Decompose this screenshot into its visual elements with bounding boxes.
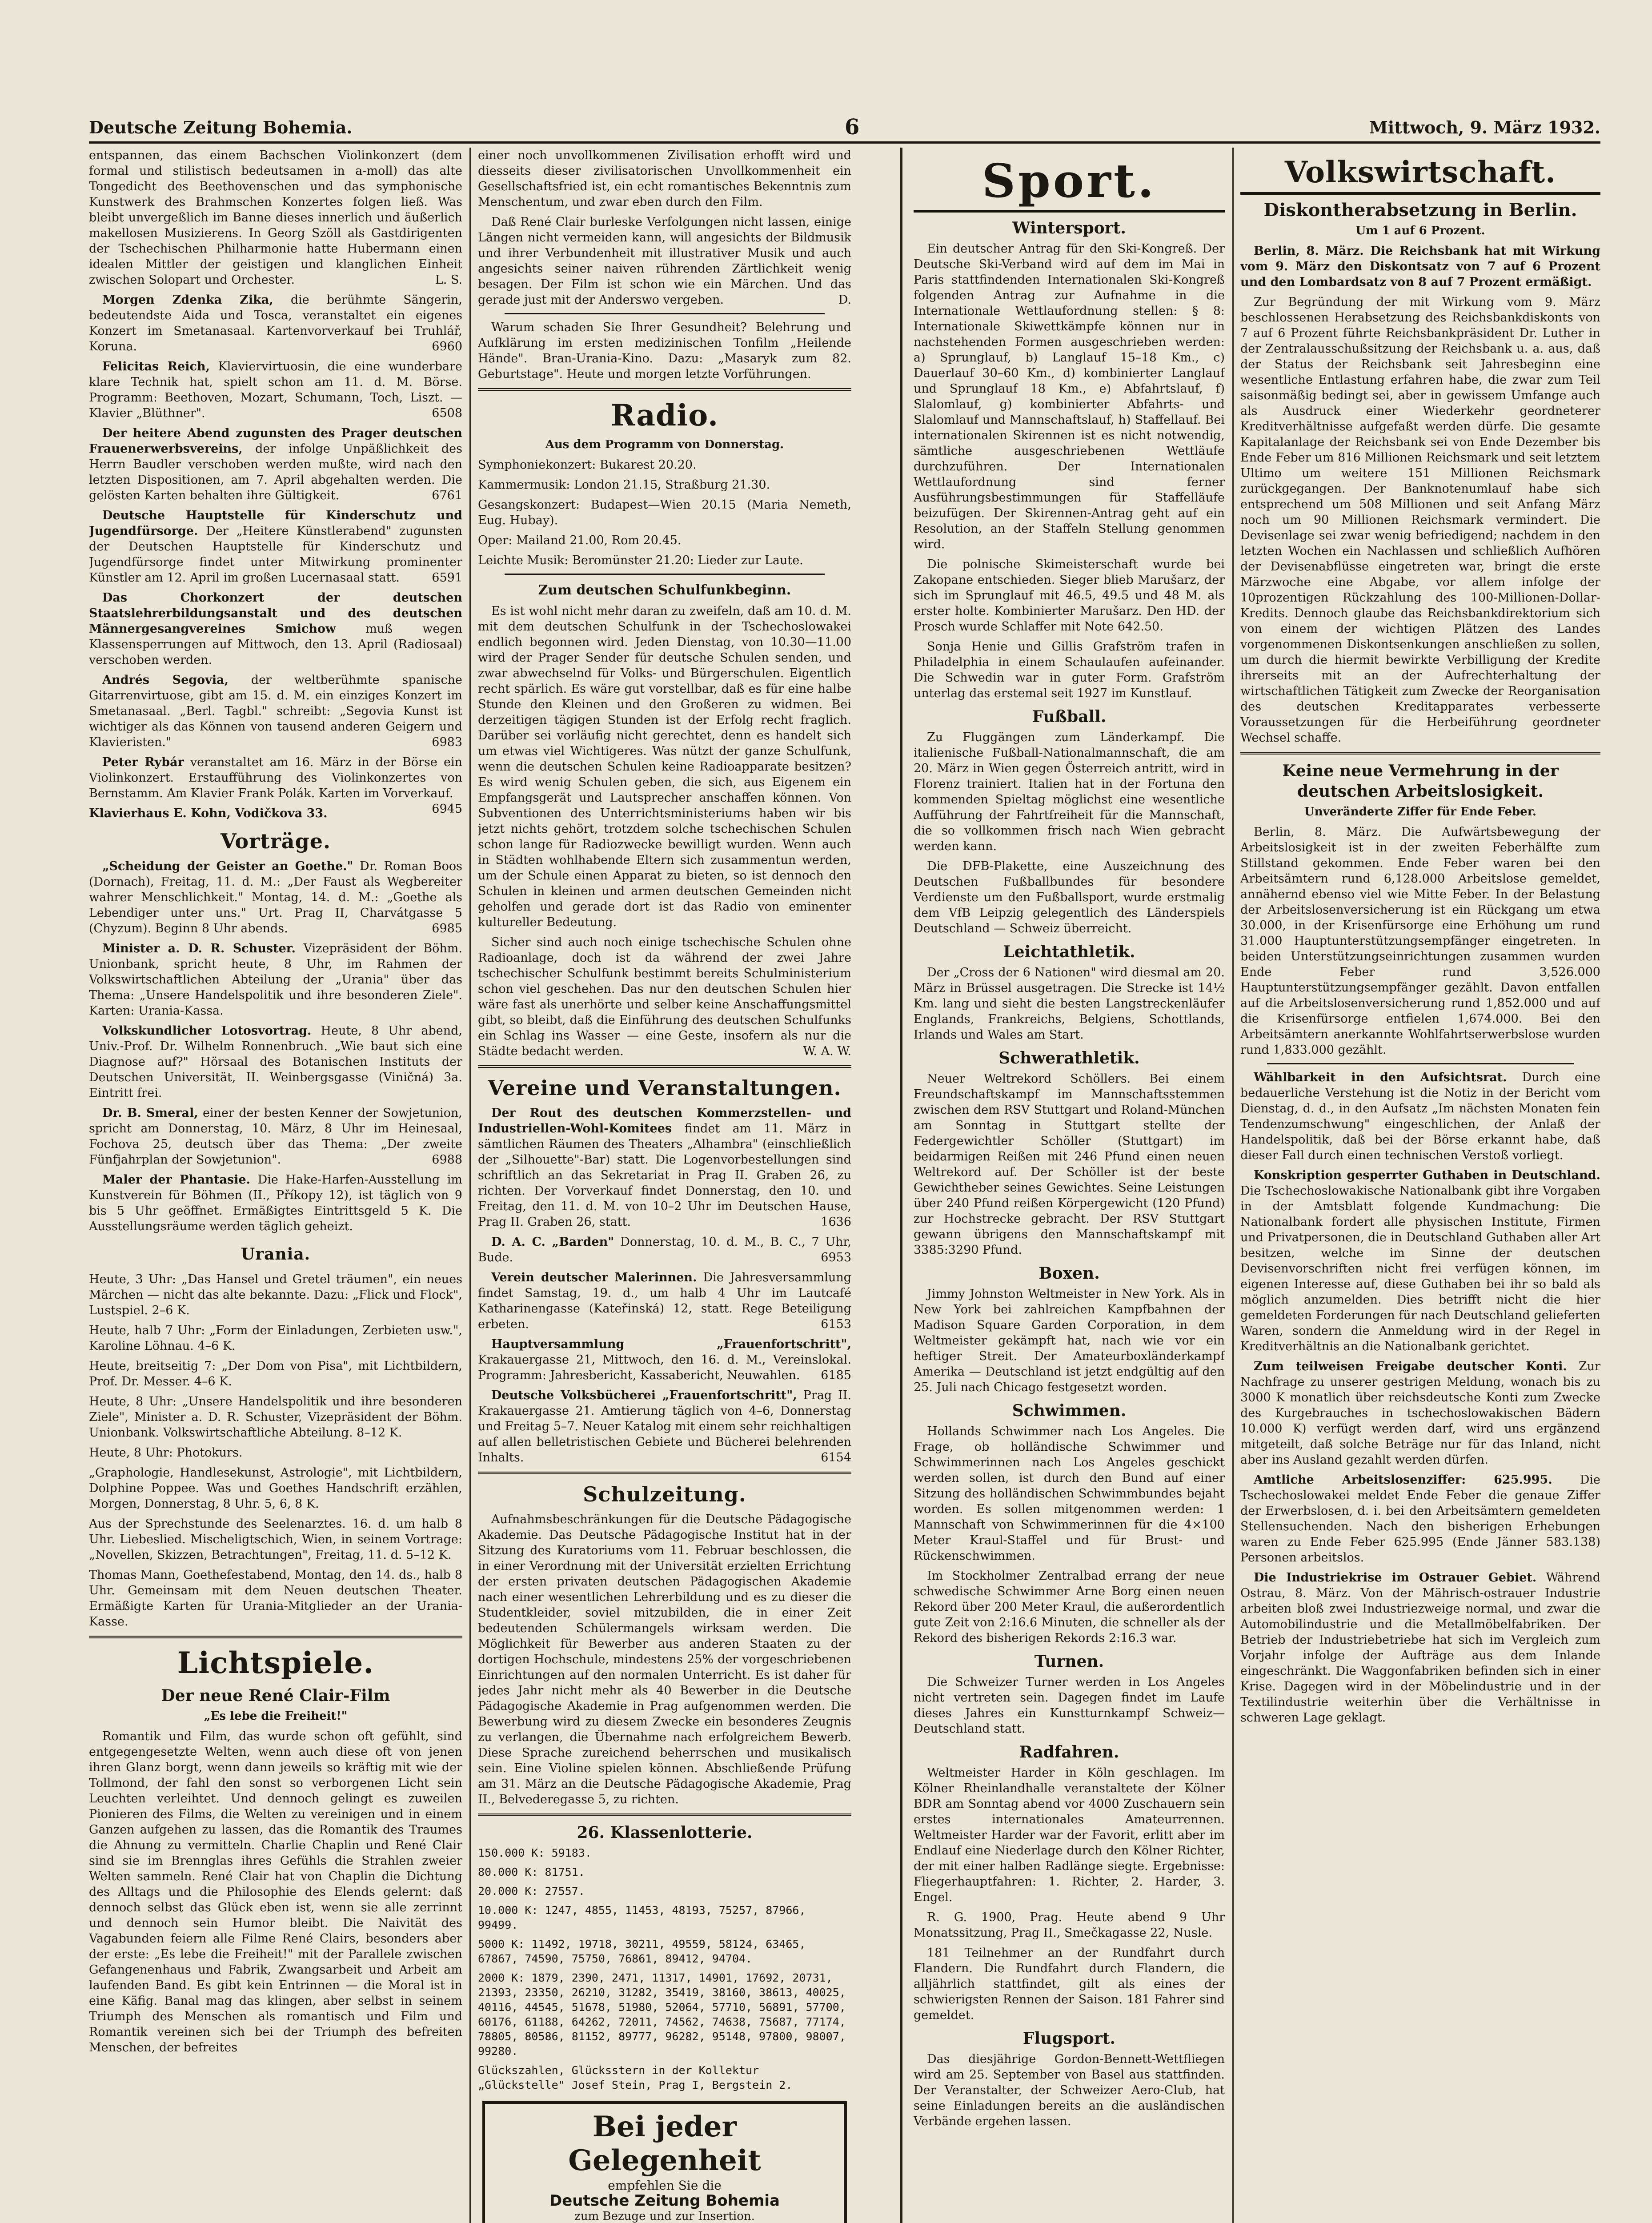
notice-item [1240,1570,1600,1725]
list-line: Heute, 3 Uhr: „Das Hansel und Gretel träumen", ein neues Märchen — nicht das alte bekannte. Dazu: „Flick und Flock", Lustspiel. 2–6 K. [89,1272,462,1317]
notice-text: Klaviervirtuosin, die eine wunderbare klare Technik hat, spielt schon am 11. d. M. Börse. Programm: Beethoven, Mozart, Schumann, Toch, Liszt. — Klavier „Blüthner". [89,360,462,420]
list-line: Glückszahlen, Glücksstern in der Kollektur „Glückstelle" Josef Stein, Prag I, Bergstein 2. [478,2064,793,2091]
article-text: Jimmy Johnston Weltmeister in New York. Als in New York bei zahlreichen Kampfbahnen der Madison Square Garden Corporation, in dem Weltmeister gekämpft hat, nach wie vor ein heftiger Streit. Der Amateurboxländerkampf Amerika — Deutschland ist jetzt endgültig auf den 25. Juli nach Chicago festgesetzt worden. [914,1287,1225,1394]
article-subheadline: Unveränderte Ziffer für Ende Feber. [1304,805,1537,819]
article-text: entspannen, das einem Bachschen Violinkonzert (dem formal und stilistisch bedeutsamen in a-moll) das alte Tongedicht des Beethovenschen und das symphonische Kunstwerk des Brahmschen Konzertes folgen ließ. Was bleibt unvergeßlich im Banne dieses innerlich und äußerlich makellosen Musizierens. In Georg Szöll als Gastdirigenten der Tschechischen Philharmonie hatte Hubermann einen idealen Mittler der geistigen und klanglichen Einheit zwischen Solopart und Orchester. L. S. [89,148,462,287]
article-text: Neuer Weltrekord Schöllers. Bei einem Freundschaftskampf im Mannschaftsstemmen zwischen dem RSV Stuttgart und Roland-München am Sonntag in Stuttgart stellte der Federgewichtler Schöller (Stuttgart) im beidarmigen Reißen mit 246 Pfund einen neuen Weltrekord auf. Der Schöller ist der beste Gewichtheber seines Gewichtes. Seine Leistungen über 240 Pfund reißen Körpergewicht (120 Pfund) zur Hochstrecke gebracht. Der RSV Stuttgart gewann übrigens den Mannschaftskampf mit 3385:3290 Pfund. [914,1072,1225,1257]
article-text: Sonja Henie und Gillis Grafström trafen in Philadelphia in einem Schaulaufen aufeinander. Die Schwedin war in guter Form. Grafström unterlag das erstemal seit 1927 im Kunstlauf. [914,640,1225,700]
subsection-title: Wintersport. [1012,219,1126,237]
section-title-urania: Urania. [241,1245,311,1264]
divider [89,1636,462,1638]
notice-item [478,1388,851,1465]
article-headline: Der neue René Clair-Film [161,1686,390,1705]
notice-lead: Die Industriekrise im Ostrauer Gebiet. [1254,1571,1537,1585]
running-header [89,115,1600,144]
notice-item [1240,1070,1600,1163]
notice-lead: Konskription gesperrter Guthaben in Deutschland. [1254,1168,1600,1182]
notice-text: Zur Nachfrage zu unserer gestrigen Meldung, wonach bis zu 3000 K monatlich über reichsdeutsche Konti zum Zwecke des Kurgebrauches in tschechoslowakischen Bädern 10.000 K) verfügt werden darf, wird uns ergänzend mitgeteilt, daß solche Beträge nur für das Inland, nicht aber ins Ausland gezahlt werden dürfen. [1240,1360,1600,1467]
notice-number: 6960 [432,340,462,353]
notice-number: 6761 [432,489,462,502]
subsection-title: Schwerathletik. [998,1049,1140,1067]
notice-lead: Der heitere Abend zugunsten des Prager deutschen Frauenerwerbsvereins, [89,426,462,456]
article-lead: Berlin, 8. März. Die Reichsbank hat mit Wirkung vom 9. März den Diskontsatz von 7 auf 6 Prozent und den Lombardsatz von 8 auf 7 Prozent ermäßigt. [1240,244,1600,289]
notice-item [89,359,462,421]
notice-item [89,672,462,750]
section-title-sport: Sport. [914,155,1225,213]
list-line: Aus der Sprechstunde des Seelenarztes. 16. d. um halb 8 Uhr. Liebeslied. Mischeligtschich, Wien, in seinem Vortrage: „Novellen, Skizzen, Betrachtungen", Freitag, 11. d. 5–12 K. [89,1517,462,1562]
list-line: Leichte Musik: Beromünster 21.20: Lieder zur Laute. [478,554,803,567]
article-text: R. G. 1900, Prag. Heute abend 9 Uhr Monatssitzung, Prag II., Smečkagasse 22, Nusle. [914,1910,1225,1940]
notice-lead: Zum teilweisen Freigabe deutscher Konti. [1254,1360,1567,1373]
article-headline: Zum deutschen Schulfunkbeginn. [538,582,791,598]
subsection-title: Fußball. [1032,707,1107,726]
notice-item [478,1270,851,1332]
article-subheadline: Um 1 auf 6 Prozent. [1355,224,1485,237]
article-text: Das diesjährige Gordon-Bennett-Wettfliegen wird am 25. September von Basel aus stattfinden. Der Veranstalter, der Schweizer Aero-Club, hat seine Einladungen bereits an die ausländischen Verbände ergehen lassen. [914,2052,1225,2128]
column-3 [914,148,1225,2223]
notice-lead: Maler der Phantasie. [102,1173,251,1187]
notice-text: einer der besten Kenner der Sowjetunion, spricht am Donnerstag, 10. März, 8 Uhr im Heinesaal, Fochova 25, deutsch über das Thema: „Der zweite Fünfjahrplan der Sowjetunion". [89,1106,462,1167]
notice-text: die berühmte Sängerin, bedeutendste Aida und Tosca, veranstaltet ein eigenes Konzert im Smetanasaal. Kartenvorverkauf bei Truhlář, Koruna. [89,293,462,353]
film-notice: Warum schaden Sie Ihrer Gesundheit? Belehrung und Aufklärung im ersten medizinischen Tonfilm „Heilende Hände". Bran-Urania-Kino. Dazu: „Masaryk zum 82. Geburtstage". Heute und morgen letzte Vorführungen. [478,321,851,381]
notice-item [89,941,462,1019]
article-text: Die polnische Skimeisterschaft wurde bei Zakopane entschieden. Sieger blieb Marušarz, der sich im Sprunglauf mit 46.5, 49.5 und 48 M. als erster holte. Kombinierter Marušarz. Den HD. der Prosch wurde Schlaffer mit Note 642.50. [914,558,1225,634]
advertisement-box [482,2101,847,2223]
column-rule [469,148,471,2223]
subsection-title: Boxen. [1039,1264,1100,1283]
notice-item [89,859,462,936]
list-line: Oper: Mailand 21.00, Rom 20.45. [478,534,682,547]
notice-text: muß wegen Klassensperrungen auf Mittwoch, den 13. April (Radiosaal) verschoben werden. [89,622,462,667]
header-date: Mittwoch, 9. März 1932. [1369,117,1600,137]
notice-number: 6988 [432,1153,462,1167]
list-line: Symphoniekonzert: Bukarest 20.20. [478,458,697,472]
notice-text: Heute, 8 Uhr abend, Univ.-Prof. Dr. Wilhelm Ronnenbruch. „Wie baut sich eine Diagnose auf?" Hörsaal des Botanischen Instituts der Deutschen Universität, II. Weinbergsgasse (Viničná) 3a. Eintritt frei. [89,1024,462,1100]
notice-item [1240,1168,1600,1354]
notice-text: Vizepräsident der Böhm. Unionbank, spricht heute, 8 Uhr, im Rahmen der Volkswirtschaftlichen Abteilung der „Urania" über das Thema: „Unsere Handelspolitik und ihre besonderen Ziele". Karten: Urania-Kassa. [89,942,462,1018]
article-text: 181 Teilnehmer an der Rundfahrt durch Flandern. Die Rundfahrt durch Flandern, die alljährlich stattfindet, gilt als eines der schwierigsten Rennen der Saison. 181 Fahrer sind gemeldet. [914,1946,1225,2022]
notice-lead: Der Rout des deutschen Kommerzstellen- und Industriellen-Wohl-Komitees [478,1106,851,1136]
notice-lead: Das Chorkonzert der deutschen Staatslehrerbildungsanstalt und des deutschen Männergesangvereines Smichow [89,591,462,636]
column-4 [1240,148,1600,2223]
list-line: Heute, 8 Uhr: Photokurs. [89,1446,243,1460]
notice-text: Durch eine bedauerliche Verstehung ist die Notiz in der Bericht vom Dienstag, d. d., in den Aufsatz „Im nächsten Monaten fein Tendenzumschwung" eingeschlichen, der Anlaß der Handelspolitik, daß bei der Börse erkannt habe, daß dieser Fall durch einen technischen Verstoß vorliegt. [1240,1071,1600,1162]
header-paper-name: Deutsche Zeitung Bohemia. [89,117,353,137]
divider [1267,1063,1574,1064]
radio-program [478,457,851,568]
notice-item [478,1105,851,1230]
notice-number: 6508 [432,406,462,420]
notice-lead: Wählbarkeit in den Aufsichtsrat. [1254,1071,1507,1084]
notice-lead: Andrés Segovia, [102,673,229,687]
section-title-schulzeitung: Schulzeitung. [583,1482,746,1506]
notice-item [89,508,462,586]
article-text: Zu Fluggängen zum Länderkampf. Die italienische Fußball-Nationalmannschaft, die am 20. März in Wien gegen Österreich antritt, wird in Florenz trainiert. Italien hat in der Fortuna den kommenden Spieltag möglichst eine wesentliche Aufführung der Fahrtfreiheit für die Mannschaft, die so vollkommen frisch nach Wien gebracht werden kann. [914,730,1225,853]
list-line: Kammermusik: London 21.15, Straßburg 21.30. [478,478,770,492]
article-text: Der „Cross der 6 Nationen" wird diesmal am 20. März in Brüssel ausgetragen. Die Strecke ist 14½ Km. lang und sieht die besten Langstreckenläufer Englands, Frankreichs, Belgiens, Schottlands, Irlands und Wales am Start. [914,966,1225,1042]
notice-text: Die Jahresversammlung findet Samstag, 19. d., um halb 4 Uhr im Lautcafé Katharinengasse (Kateřinská) 12, statt. Rege Beteiligung erbeten. [478,1271,851,1331]
notice-number: 6591 [432,571,462,585]
radio-subtitle: Aus dem Programm von Donnerstag. [545,438,784,451]
notice-text: der infolge Unpäßlichkeit des Herrn Baudler verschoben werden mußte, wird nach den letzten Dispositionen, am 7. April abgehalten werden. Die gelösten Karten behalten ihre Gültigkeit. [89,442,462,502]
article-text: Im Stockholmer Zentralbad errang der neue schwedische Schwimmer Arne Borg einen neuen Rekord über 200 Meter Kraul, die außerordentlich gute Zeit von 2:16.6 Minuten, die schneller als der Rekord des bisherigen Rekords 2:16.3 war. [914,1569,1225,1645]
notice-item [1240,1472,1600,1565]
subsection-title: Radfahren. [1019,1743,1119,1762]
article-text: Es ist wohl nicht mehr daran zu zweifeln, daß am 10. d. M. mit dem deutschen Schulfunk in der Tschechoslowakei endlich begonnen wird. Jeden Dienstag, von 10.30—11.00 wird der Prager Sender für deutsche Schulen senden, und zwar abwechselnd für Volks- und Bürgerschulen. Eigentlich recht spärlich. Es wäre gut vorstellbar, daß es für eine halbe Stunde den Kleinen und den Großeren zu widmen. Bei derzeitigen tägigen Stunden ist der Erfolg recht fraglich. Darüber sei vorläufig nicht gerechtet, denn es handelt sich um etwas viel Wichtigeres. Was nützt der ganze Schulfunk, wenn die deutschen Schulen keine Radioapparate besitzen? Es wird wenig Schulen geben, die sich, aus Eigenem ein Empfangsgerät und Lautsprecher anschaffen können. Von Subventionen des Unterrichtsministeriums haben wir bis jetzt nichts gehört, trotzdem solche tschechischen Schulen schon lange für Radiozwecke bewilligt wurden. Wenn auch in Städten wohlhabende Eltern sich zusammentun werden, um der Schule einen Apparat zu bieten, so ist dennoch den Schulen in kleinen und armen deutschen Gemeinden nicht geholfen und gerade dort ist das Radio von eminenter kultureller Bedeutung. [478,604,851,929]
notice-lead: Peter Rybár [102,755,184,769]
article-text: einer noch unvollkommenen Zivilisation erhofft wird und diesseits dieser zivilisatorischen Unvollkommenheit ein Gesellschaftsfried ist, ein echt romantisches Bekenntnis zum Menschentum, und zwar eben durch den Film. [478,148,851,209]
notice-lead: Deutsche Volksbücherei „Frauenfortschritt", [491,1388,797,1402]
notice-text: Die Tschechoslowakei meldet Ende Feber die genaue Ziffer der Erwerbslosen, d. i. bei den Arbeitsämtern gemeldeten Stellensuchenden. Nach den bisherigen Erhebungen waren zu Ende Feber 625.995 (Ende Jänner 583.138) Personen arbeitslos. [1240,1473,1600,1565]
notice-text: Die Tschechoslowakische Nationalbank gibt ihre Vorgaben in der Amtsblatt folgende Kundmachung: Die Nationalbank fordert alle physischen Institute, Firmen und Privatpersonen, die in Deutschland Guthaben aller Art besitzen, welche im Sinne der deutschen Devisenvorschriften nicht frei verfügen können, im eigenen Interesse auf, diese Guthaben bei ihr so bald als möglich anzumelden. Dies betrifft nicht die hier gemeldeten Forderungen für nach Deutschland gelieferten Waren, sondern die Anmeldung wird in der Regel in Kreditverhältnis an die Nationalbank gerichtet. [1240,1184,1600,1353]
divider [478,1814,851,1816]
list-line: 5000 K: 11492, 19718, 30211, 49559, 58124, 63465, 67867, 74590, 75750, 76861, 89412, 94704. [478,1938,806,1965]
notice-item [89,292,462,354]
notice-text: Während Ostrau, 8. März. Von der Mährisch-ostrauer Industrie arbeiten bloß zwei Industriezweige normal, und zwar die Automobilindustrie und die Metallmöbelfabriken. Der Betrieb der Industriebetriebe hat sich im Vergleich zum Vorjahr infolge der Aufträge aus dem Inlande eingeschränkt. Die Waggonfabriken befinden sich in einer Krise. Dagegen wird in der Möbelindustrie und in der Textilindustrie weiterhin über die Verhältnisse in schweren Lage geklagt. [1240,1571,1600,1725]
article-text: Ein deutscher Antrag für den Ski-Kongreß. Der Deutsche Ski-Verband wird auf dem im Mai in Paris stattfindenden Internationalen Ski-Kongreß folgenden Antrag zur Aufnahme in die Internationale Wettlaufordnung stellen: § 8: Internationale Skiwettkämpfe können nur in nachstehenden Formen ausgeschrieben werden: a) Sprunglauf, b) Langlauf 15–18 Km., c) Dauerlauf 30–60 Km., d) kombinierter Langlauf und Sprunglauf 18 Km., e) Abfahrtslauf, f) Slalomlauf, g) kombinierter Abfahrts- und Slalomlauf und Mannschaftslauf, h) Staffellauf. Bei internationalen Skirennen ist es nicht notwendig, sämtliche ausgeschriebenen Wettläufe durchzuführen. Der Internationalen Wettlaufordnung sind ferner Ausführungsbestimmungen für Staffelläufe beizufügen. Der Skirennen-Antrag geht auf ein Resolution, an der Staffeln Stellung genommen wird. [914,242,1225,551]
notice-lead: Deutsche Hauptstelle für Kinderschutz und Jugendfürsorge. [89,509,462,538]
notice-lead: Amtliche Arbeitslosenziffer: 625.995. [1254,1473,1552,1487]
notice-text: Dr. Roman Boos (Dornach), Freitag, 11. d. M.: „Der Faust als Wegbereiter wahrer Menschlichkeit." Montag, 14. d. M.: „Goethe als Lebendiger unter uns." Urt. Prag II, Charvátgasse 5 (Chyzum). Beginn 8 Uhr abends. [89,859,462,935]
list-line: 20.000 K: 27557. [478,1885,585,1898]
article-text: Weltmeister Harder in Köln geschlagen. Im Kölner Rheinlandhalle veranstaltete der Kölner BDR am Sonntag abend vor 4000 Zuschauern sein erstes internationales Amateurrennen. Weltmeister Harder war der Favorit, erlitt aber im Endlauf eine Niederlage durch den Kölner Richter, der mit einer halben Radlänge siegte. Ergebnisse: Fliegerhauptfahren: 1. Richter, 2. Harder, 3. Engel. [914,1766,1225,1904]
lecture-notices [89,859,462,1234]
divider [478,1472,851,1474]
subsection-title: Schwimmen. [1012,1401,1127,1420]
divider [505,313,825,314]
column-rule [900,148,902,2223]
subsection-title: Leichtathletik. [1003,943,1135,961]
list-line: Heute, halb 7 Uhr: „Form der Einladungen, Zerbieten usw.", Karoline Löhnau. 4–6 K. [89,1324,462,1353]
notice-lead: D. A. C. „Barden" [491,1235,614,1249]
divider [478,388,851,391]
column-1 [89,148,462,2223]
article-subheadline: „Es lebe die Freiheit!" [204,1709,348,1723]
divider [505,574,825,575]
notice-lead: Morgen Zdenka Zika, [102,293,273,307]
notice-item [89,1105,462,1168]
article-text: Aufnahmsbeschränkungen für die Deutsche Pädagogische Akademie. Das Deutsche Pädagogische Institut hat in der Sitzung des Kuratoriums vom 11. Februar beschlossen, die in einer Verordnung mit der Universität erzielten Errichtung der ersten privaten deutschen Pädagogischen Akademie nach einer wesentlichen Lehrerbildung und es zu dieser die Studentkleider, soviel mitzubilden, die in einer Zeit bedeutenden Schülermangels wirksam werden. Die Möglichkeit für Bewerber aus anderen Staaten zu der dortigen Hochschule, mindestens 25% der vorgeschriebenen Einrichtungen auf den normalen Unterricht. Es ist daher für jedes Jahr nicht mehr als 40 Bewerber in die Deutsche Pädagogische Akademie in Prag aufgenommen werden. Die Bewerbung wird zu diesem Zwecke ein besonderes Zeugnis zu verlangen, die Übernahme nach erfolgreichem Bewerb. Diese Sprache zureichend beherrschen und musikalisch sein. Eine Violine spielen können. Abschließende Prüfung am 31. März an die Deutsche Pädagogische Akademie, Prag II., Belvederegasse 5, zu richten. [478,1513,851,1806]
economy-notices [1240,1070,1600,1725]
subsection-title: Flugsport. [1022,2029,1116,2048]
section-title-lichtspiele: Lichtspiele. [177,1645,374,1680]
notice-item [478,1336,851,1383]
klavierhaus-notice: Klavierhaus E. Kohn, Vodičkova 33. [89,807,328,820]
subsection-title: Turnen. [1034,1652,1104,1671]
header-page-number: 6 [845,115,860,140]
list-line: Thomas Mann, Goethefestabend, Montag, den 14. ds., halb 8 Uhr. Gemeinsam mit dem Neuen deutschen Theater. Ermäßigte Karten für Urania-Mitglieder an der Urania-Kasse. [89,1568,462,1629]
notice-text: Donnerstag, 10. d. M., B. C., 7 Uhr, Bude. [478,1235,851,1264]
notice-number: 6153 [821,1317,851,1331]
column-2 [478,148,851,2223]
column-rule [1232,148,1234,2223]
section-title-lotterie: 26. Klassenlotterie. [577,1823,753,1842]
list-line: Heute, 8 Uhr: „Unsere Handelspolitik und ihre besonderen Ziele", Minister a. D. R. Schuster, Vizepräsident der Böhm. Unionbank. Volkswirtschaftliche Abteilung. 8–12 K. [89,1395,462,1440]
article-headline: Keine neue Vermehrung in der deutschen Arbeitslosigkeit. [1282,762,1559,801]
notice-number: 6185 [821,1368,851,1382]
notice-item [89,590,462,668]
notice-number: 6154 [821,1451,851,1465]
notice-item [89,1172,462,1234]
list-line: 150.000 K: 59183. [478,1846,592,1859]
section-title-radio: Radio. [610,398,719,433]
notice-lead: Volkskundlicher Lotosvortrag. [102,1024,312,1038]
ad-headline: Bei jeder Gelegenheit [568,2110,761,2177]
notice-lead: Minister a. D. R. Schuster. [102,942,296,955]
notice-number: 6945 [432,802,462,816]
ad-paper-name: Deutsche Zeitung Bohemia [549,2192,780,2210]
notice-lead: Verein deutscher Malerinnen. [491,1271,697,1284]
article-text: Sicher sind auch noch einige tschechische Schulen ohne Radioanlage, doch ist da während der zwei Jahre tschechischer Schulfunk bestimmt bereits Schulministerium schon viel geschehen. Das nur den deutschen Schulen hier wäre fast als unerhörte und selber keine Anschaffungsmittel gibt, so bleibt, daß die Einführung des deutschen Schulfunks ein Schlag ins Wasser — eine Geste, insofern als nur die Städte bedacht werden. W. A. W. [478,935,851,1058]
notice-number: 6953 [821,1251,851,1264]
notice-text: Krakauergasse 21, Mittwoch, den 16. d. M., Vereinslokal. Programm: Jahresbericht, Kassabericht, Neuwahlen. [478,1353,851,1382]
notice-number: 6985 [432,922,462,935]
article-text: Die DFB-Plakette, eine Auszeichnung des Deutschen Fußballbundes für besondere Verdienste um den Fußballsport, wurde erstmalig dem VfB Leipzig gelegentlich des Länderspiels Deutschland — Schweiz überreicht. [914,859,1225,935]
notice-text: der weltberühmte spanische Gitarrenvirtuose, gibt am 15. d. M. ein einziges Konzert im Smetanasaal. „Berl. Tagbl." schreibt: „Segovia Kunst ist wichtiger als das Können von tausend anderen Geigern und Klavieristen." [89,673,462,749]
notice-number: 1636 [821,1215,851,1229]
notice-lead: Dr. B. Smeral, [102,1106,198,1120]
list-line: „Graphologie, Handlesekunst, Astrologie", mit Lichtbildern, Dolphine Poppee. Was und Goethes Handschrift erzählen, Morgen, Donnerstag, 8 Uhr. 5, 6, 8 K. [89,1466,462,1511]
list-line: 2000 K: 1879, 2390, 2471, 11317, 14901, 17692, 20731, 21393, 23350, 26210, 31282, 35419, 38160, 38613, 40025, 40116, 44545, 51678, 51980, 52064, 57710, 56891, 57700, 60176, 61188, 64262, 72011, 74562, 74638, 75687, 77174, 78805, 80586, 81152, 89777, 96282, 95148, 97800, 98007, 99280. [478,1971,846,2058]
section-title-vereine: Vereine und Veranstaltungen. [488,1076,842,1100]
urania-program [89,1272,462,1629]
list-line: Heute, breitseitig 7: „Der Dom von Pisa", mit Lichtbildern, Prof. Dr. Messer. 4–6 K. [89,1359,462,1388]
lottery-results [478,1846,851,2092]
notice-item [89,1023,462,1101]
notice-lead: Hauptversammlung „Frauenfortschritt", [491,1337,851,1351]
article-headline: Diskontherabsetzung in Berlin. [1263,200,1577,221]
notice-lead: „Scheidung der Geister an Goethe." [102,859,353,873]
notice-text: Der „Heitere Künstlerabend" zugunsten der Deutschen Hauptstelle für Kinderschutz und Jugendfürsorge findet unter Mitwirkung prominenter Künstler am 12. April im großen Lucernasaal statt. [89,524,462,585]
list-line: 80.000 K: 81751. [478,1866,585,1878]
notice-text: veranstaltet am 16. März in der Börse ein Violinkonzert. Erstaufführung des Violinkonzertes von Bernstamm. Am Klavier Frank Polák. Karten im Vorverkauf. [89,755,462,800]
section-title-volkswirtschaft: Volkswirtschaft. [1240,155,1600,195]
notice-number: 6983 [432,735,462,749]
notice-item [89,425,462,503]
divider [1240,752,1600,754]
ad-line: zum Bezuge und zur Insertion. [574,2210,755,2223]
ad-line: empfehlen Sie die [608,2178,722,2193]
article-text: Daß René Clair burleske Verfolgungen nicht lassen, einige Längen nicht vermeiden kann, will angesichts der Bildmusik und ihrer Verbundenheit mit illustrativer Musik und auch angesichts seiner naiven rührenden Zärtlichkeit wenig besagen. Der Film ist schon wie ein Märchen. Und das gerade just mit der Anderswo vergeben. D. [478,215,851,307]
article-text: Hollands Schwimmer nach Los Angeles. Die Frage, ob holländische Schwimmer und Schwimmerinnen nach Los Angeles geschickt werden sollen, ist durch den Bund auf einer Sitzung des holländischen Schwimmbundes bejaht worden. Es sollen mitgenommen werden: 1 Mannschaft von Schwimmerinnen für die 4×100 Meter Kraul-Staffel und für Brust- und Rückenschwimmen. [914,1424,1225,1563]
section-title-vortraege: Vorträge. [220,829,331,853]
notice-text: Prag II. Krakauergasse 21. Amtierung täglich von 4–6, Donnerstag und Freitag 5–7. Neuer Katalog mit einem sehr reichhaltigen auf allen belletristischen Gebiete und Bücherei belehrenden Inhalts. [478,1388,851,1465]
divider [478,1065,851,1068]
notice-item [1240,1359,1600,1468]
article-text: Die Schweizer Turner werden in Los Angeles nicht vertreten sein. Dagegen findet im Laufe dieses Jahres ein Kunstturnkampf Schweiz—Deutschland statt. [914,1675,1225,1736]
notice-text: findet am 11. März in sämtlichen Räumen des Theaters „Alhambra" (einschließlich der „Silhouette"-Bar) statt. Die Logenvorbestellungen sind schriftlich an das Sekretariat in Prag II. Graben 26, zu richten. Der Vorverkauf findet Donnerstag, den 10. und Freitag, den 11. d. M. von 10–2 Uhr im Deutschen Hause, Prag II. Graben 26, statt. [478,1122,851,1229]
article-text: Berlin, 8. März. Die Aufwärtsbewegung der Arbeitslosigkeit ist in der zweiten Feberhälfte zum Stillstand gekommen. Ende Feber waren bei den Arbeitsämtern rund 6,128.000 Arbeitslose gemeldet, annähernd ebenso viel wie Mitte Feber. In der Belastung der Arbeitslosenversicherung ist ein Rückgang um etwa 30.000, in der Krisenfürsorge eine Erhöhung um rund 31.000 Hauptunterstützungsempfänger eingetreten. In beiden Unterstützungseinrichtungen zusammen wurden Ende Feber rund 3,526.000 Hauptunterstützungsempfänger gezählt. Davon entfallen auf die Arbeitslosenversicherung rund 1,852.000 und auf die Krisenfürsorge entfielen 1,674.000. Bei den Arbeitsämtern anerkannte Wohlfahrtserwerbslose wurden rund 1,833.000 gezählt. [1240,825,1600,1057]
article-text: Zur Begründung der mit Wirkung vom 9. März beschlossenen Herabsetzung des Reichsbankdiskonts von 7 auf 6 Prozent führte Reichsbankpräsident Dr. Luther in der Zentralausschußsitzung der Reichsbank u. a. aus, daß der Status der Reichsbank seit Jahresbeginn eine wesentliche Entlastung erfahren habe, die zwar zum Teil saisonmäßig bedingt sei, aber in gewissem Umfange auch als Ausdruck einer Wiederkehr geordneterer Kreditverhältnisse aufgefaßt werden dürfe. Die gesamte Kapitalanlage der Reichsbank sei von Ende Dezember bis Ende Feber um 816 Millionen Reichsmark und seit letztem Ultimo um weitere 151 Millionen Reichsmark zurückgegangen. Der Banknotenumlauf habe sich entsprechend um 508 Millionen und seit Anfang März noch um 90 Millionen Reichsmark vermindert. Die Devisenlage sei zwar wenig befriedigend; nachdem in den letzten Wochen ein Nachlassen und schließlich Aufhören der Devisenabflüsse eingetreten war, bringt die erste Märzwoche eine Abgabe, vor allem infolge der 10prozentigen Rückzahlung des 100-Millionen-Dollar-Kredits. Dennoch glaube das Reichsbankdirektorium sich von einem der wichtigen Plätzen des Landes vorgenommenen Diskontsenkungen anschließen zu sollen, um durch die hiermit bewirkte Verbilligung der Kredite ihrerseits mit an der Aufrechterhaltung der wirtschaftlichen Tätigkeit zum Zwecke der Reorganisation des deutschen Kreditapparates verbesserte Voraussetzungen für die Herbeiführung geordneter Wechsel schaffe. [1240,295,1600,745]
club-notices [478,1105,851,1465]
list-line: 10.000 K: 1247, 4855, 11453, 48193, 75257, 87966, 99499. [478,1904,806,1931]
list-line: Gesangskonzert: Budapest—Wien 20.15 (Maria Nemeth, Eug. Hubay). [478,498,851,527]
article-text: Romantik und Film, das wurde schon oft gefühlt, sind entgegengesetzte Welten, wenn auch diese oft von jenen ihren Glanz borgt, wenn dann jeweils so kräftig mit wie der Tollmond, der fahl den sonst so verborgenen Licht sein Leuchten verleihtet. Und dennoch gelingt es zuweilen Pionieren des Films, die Welten zu vereinigen und in einem Ganzen aufgehen zu lassen, das die Romantik des Traumes die Ahnung zu vermitteln. Charlie Chaplin und René Clair sind sie im Brennglas ihres Gefühls die Strahlen zweier Welten sammeln. René Clair hat von Chaplin die Dichtung des Alltags und die Philosophie des Elends gelernt: daß dennoch selbst das Glück eben ist, wenn sie alle zerrinnt und dennoch sein Humor bleibt. Die Naivität des Vagabunden feiern alle Filme René Clairs, besonders aber der erste: „Es lebe die Freiheit!" mit der Parallele zwischen Gefangenenhaus und Fabrik, Zwangsarbeit und Arbeit am laufenden Band. Es gibt kein Entrinnen — die Moral ist in eine Käfig. Banal mag das klingen, aber selbst in seinem Triumph des Menschen als romantisch und Film und Romantik vereinen sich bei der Triumph des befreiten Menschen, der befreites [89,1729,462,2054]
notice-item [478,1234,851,1265]
notice-lead: Felicitas Reich, [102,360,210,373]
notice-text: Die Hake-Harfen-Ausstellung im Kunstverein für Böhmen (II., Příkopy 12), ist täglich von 9 bis 5 Uhr geöffnet. Ermäßigtes Eintrittsgeld 5 K. Die Ausstellungsräume werden täglich geheizt. [89,1173,462,1233]
